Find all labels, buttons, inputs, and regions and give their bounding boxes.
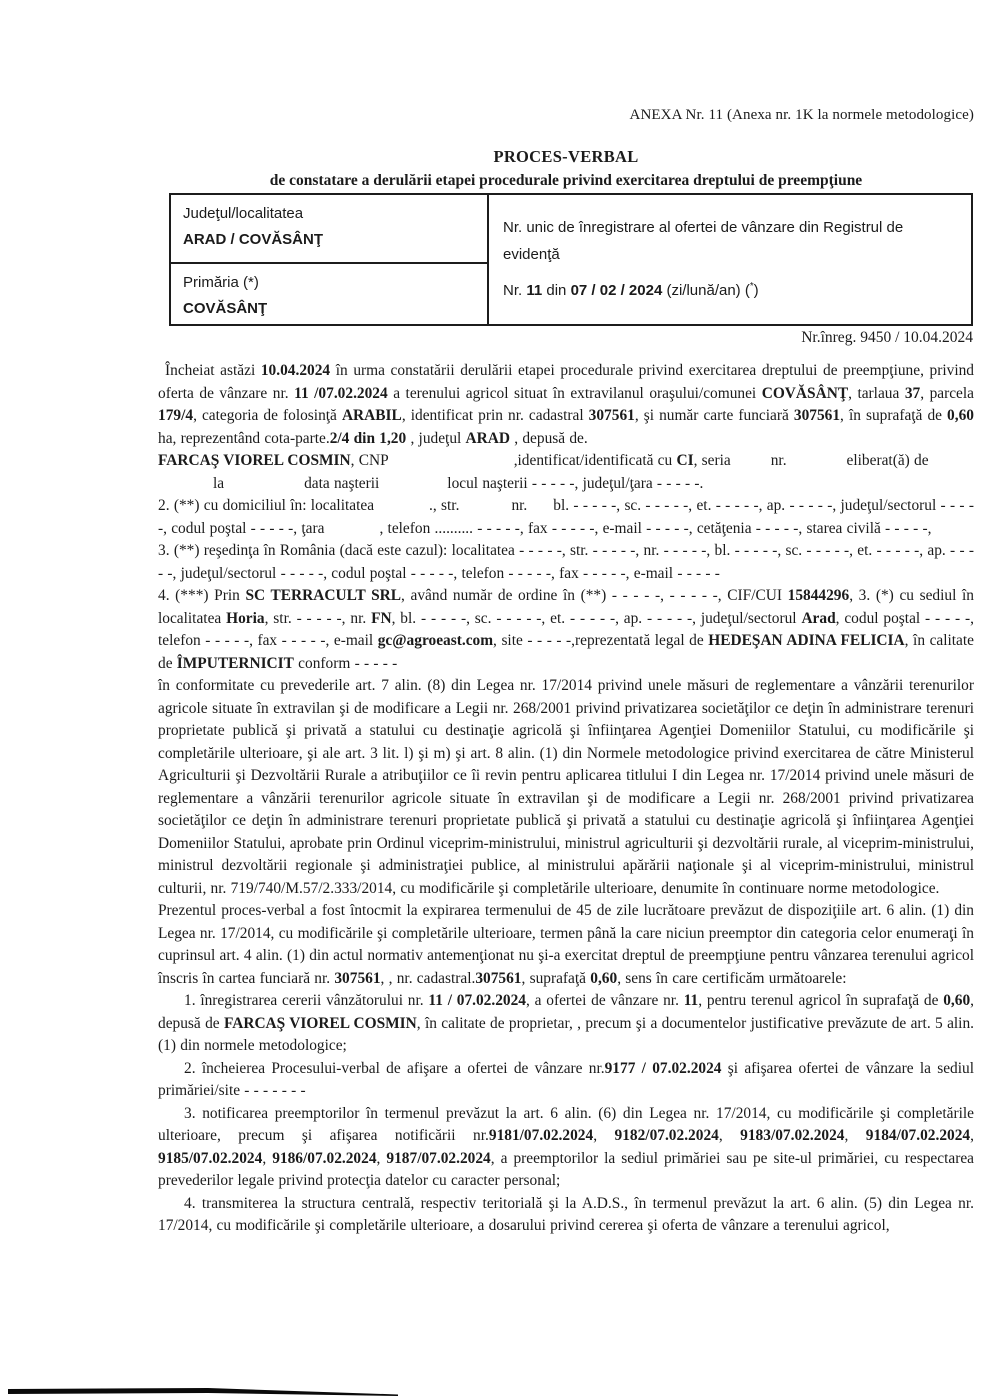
paragraph-incheiat: Încheiat astăzi 10.04.2024 în urma constatării derulării etapei procedurale privind exercitarea dreptului de preempţiune, privind oferta de vânzare nr. 11 /07.02.2024 a terenului agricol situat în extravilanul oraşului/comunei COVĂSÂNŢ, tarlaua 37, parcela 179/4, categoria de folosinţă ARABIL, identificat prin nr. cadastral 307561, şi număr carte funciară 307561, în suprafaţă de 0,60 ha, reprezentând cota-parte.2/4 din 1,20 , judeţul ARAD , depusă de. — [158, 362, 975, 447]
county-cell — [171, 195, 489, 264]
county-value: ARAD / COVĂSÂNŢ — [183, 231, 324, 248]
primaria-value: COVĂSÂNŢ — [183, 300, 268, 317]
document-title: PROCES-VERBAL — [493, 147, 639, 166]
paragraph-item-4: 4. transmiterea la structura centrală, respectiv teritorială şi la A.D.S., în termenul prevăzut la art. 6 alin. (5) din Legea nr. 17/2014, cu modificările şi completările ulterioare, a dosarului privind cererea şi oferta de vânzare a terenului agricol, — [158, 1194, 974, 1234]
county-label: Judeţul/localitatea — [183, 205, 304, 222]
paragraph-resedinta: 3. (**) reşedinţa în România (dacă este cazul): localitatea - - - - -, str. - - - - -, nr. - - - - -, bl. - - - - -, sc. - - - - -, et. - - - - -, ap. - - - - -, judeţul/sectorul - - - - -, codul poştal - - - - -, telefon - - - - -, fax - - - - -, e-mail - - - - - — [158, 542, 974, 582]
paragraph-domiciliu: 2. (**) cu domiciliul în: localitatea ., str. nr. bl. - - - - -, sc. - - - - -, et. - - - - -, ap. - - - - -, judeţul/sectorul - - - - -, codul poştal - - - - -, ţara , telefon .......... - - - - -, fax - - - - -, e-mail - - - - -, cetăţenia - - - - -, starea civilă - - - - -, — [158, 497, 974, 537]
paragraph-prezentul: Prezentul proces-verbal a fost întocmit la expirarea termenului de 45 de zile lucrătoare prevăzut de dispoziţiile art. 6 alin. (1) din Legea nr. 17/2014, cu modificările şi completările ulterioare, termen până la care niciun preemptor din categoria celor enumeraţi în cuprinsul art. 4 alin. (1) din actul normativ antemenţionat nu şi-a exercitat dreptul de preempţiune pentru vânzarea terenului agricol înscris în cartea funciară nr. 307561, , nr. cadastral.307561, suprafaţă 0,60, sens în care certificăm următoarele: — [158, 902, 974, 987]
document-body — [158, 360, 974, 1238]
registration-number-line: Nr.înreg. 9450 / 10.04.2024 — [801, 329, 973, 346]
scan-artifact — [8, 1385, 400, 1399]
paragraph-item-1: 1. înregistrarea cererii vânzătorului nr. 11 / 07.02.2024, a ofertei de vânzare nr. 11, pentru terenul agricol în suprafaţă de 0,60, depusă de FARCAŞ VIOREL COSMIN, în calitate de proprietar, , precum şi a documentelor justificative prevăzute de art. 5 alin. (1) din normele metodologice; — [158, 992, 975, 1054]
paragraph-temei-legal: în conformitate cu prevederile art. 7 alin. (8) din Legea nr. 17/2014 privind unele măsuri de reglementare a vânzării terenurilor agricole situate în extravilan şi de modificare a Legii nr. 268/2001 privind privatizarea societăţilor ce deţin în administrare terenuri proprietate publică şi privată a statului cu destinaţie agricolă şi înfiinţarea Agenţiei Domeniilor Statului, cu modificările şi completările ulterioare, şi ale art. 3 lit. l) şi m) şi art. 8 alin. (1) din Normele metodologice privind exercitarea de către Ministerul Agriculturii şi Dezvoltării Rurale a atribuţiilor ce îi revin pentru aplicarea titlului I din Legea nr. 17/2014 privind unele măsuri de reglementare a vânzării terenurilor agricole situate în extravilan şi de modificare a Legii nr. 268/2001 privind privatizarea societăţilor ce deţin în administrare terenuri proprietate publică şi privată a statului cu destinaţie agricolă şi înfiinţarea Agenţiei Domeniilor Statului, aprobate prin Ordinul viceprim-ministrului, ministrul agriculturii şi dezvoltării rurale, al viceprim-ministrului, ministrul dezvoltării regionale şi administraţiei publice, al ministrului apărării naţionale şi al viceprim-ministrului, ministrul culturii, nr. 719/740/M.57/2.333/2014, cu modificările şi completările ulterioare, denumite în continuare norme metodologice. — [158, 677, 974, 897]
offer-table — [169, 193, 973, 326]
paragraph-item-3: 3. notificarea preemptorilor în termenul prevăzut la art. 6 alin. (6) din Legea nr. 17/2014, cu modificările şi completările ulterioare, precum şi afişarea notificării nr.9181/07.02.2024, 9182/07.02.2024, 9183/07.02.2024, 9184/07.02.2024, 9185/07.02.2024, 9186/07.02.2024, 9187/07.02.2024, a preemptorilor la sediul primăriei sau pe site-ul primăriei, cu respectarea prevederilor legale privind protecţia datelor cu caracter personal; — [158, 1104, 974, 1189]
registry-cell — [489, 195, 971, 324]
primaria-label: Primăria (*) — [183, 274, 259, 291]
anexa-note: ANEXA Nr. 11 (Anexa nr. 1K la normele metodologice) — [629, 107, 974, 123]
registry-number-line: Nr. 11 din 07 / 02 / 2024 (zi/lună/an) (*) — [503, 281, 759, 299]
registry-note: Nr. unic de înregistrare al ofertei de vânzare din Registrul de evidenţă — [503, 219, 904, 263]
primaria-cell — [171, 264, 489, 324]
paragraph-seller-birth: la data naşterii locul naşterii - - - - -, judeţul/ţara - - - - -. — [213, 474, 704, 492]
paragraph-imputernicit: 4. (***) Prin SC TERRACULT SRL, având număr de ordine în (**) - - - - -, - - - - -, CIF/CUI 15844296, 3. (*) cu sediul în localitatea Horia, str. - - - - -, nr. FN, bl. - - - - -, sc. - - - - -, et. - - - - -, ap. - - - - -, judeţul/sectorul Arad, codul poştal - - - - -, telefon - - - - -, fax - - - - -, e-mail gc@agroeast.com, site - - - - -,reprezentată legal de HEDEŞAN ADINA FELICIA, în calitate de ÎMPUTERNICIT conform - - - - - — [158, 587, 974, 672]
paragraph-item-2: 2. încheierea Procesului-verbal de afişare a ofertei de vânzare nr.9177 / 07.02.2024 şi afişarea ofertei de vânzare la sediul primăriei/site - - - - - - - — [158, 1059, 974, 1099]
document-subtitle: de constatare a derulării etapei procedurale privind exercitarea dreptului de preempţiune — [269, 172, 863, 189]
paragraph-seller-identity: FARCAŞ VIOREL COSMIN, CNP ,identificat/identificată cu CI, seria nr. eliberat(ă) de — [158, 452, 929, 469]
